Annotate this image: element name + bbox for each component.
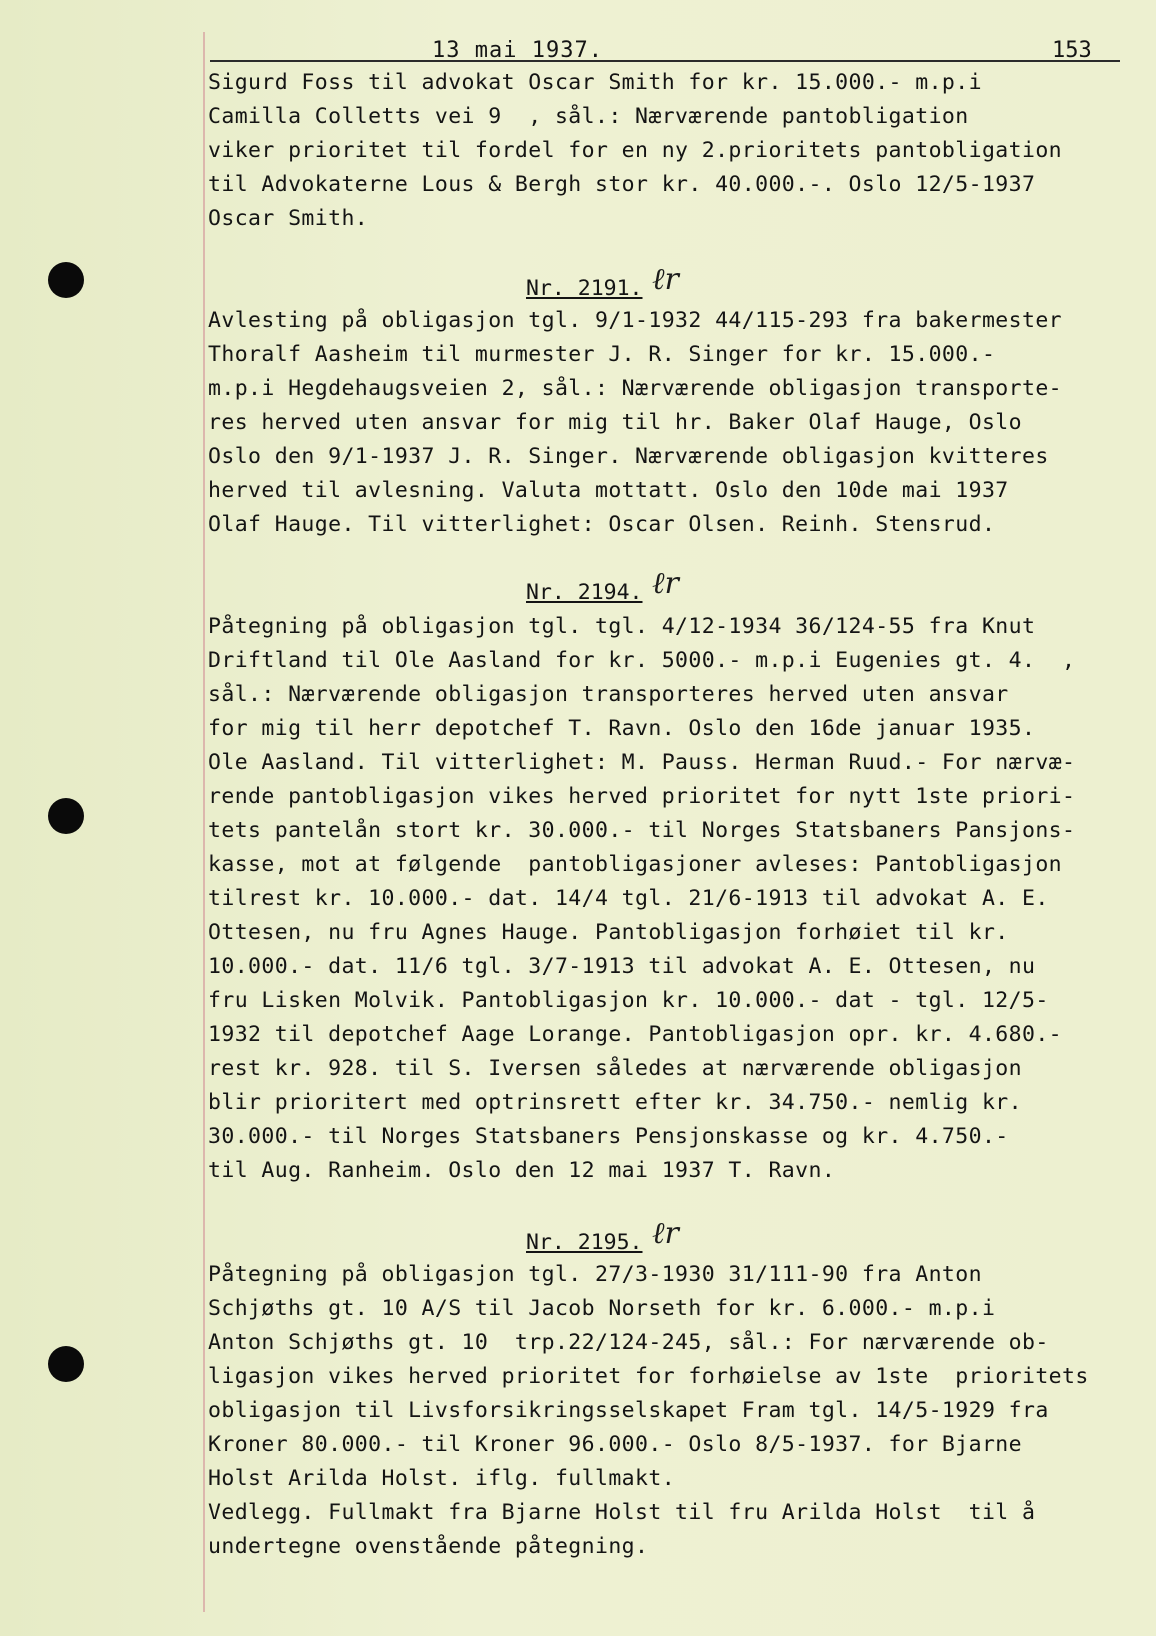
text-line: undertegne ovenstående påtegning. [208,1534,649,1559]
text-line: Oslo den 9/1-1937 J. R. Singer. Nærværende obligasjon kvitteres [208,444,1049,469]
text-line: 30.000.- til Norges Statsbaners Pensjonskasse og kr. 4.750.- [208,1124,1009,1149]
text-line: Påtegning på obligasjon tgl. 27/3-1930 31/111-90 fra Anton [208,1262,982,1287]
text-line: til Advokaterne Lous & Bergh stor kr. 40.000.-. Oslo 12/5-1937 [208,172,1036,197]
text-line: m.p.i Hegdehaugsveien 2, sål.: Nærværende obligasjon transporte- [208,376,1063,401]
text-line: for mig til herr depotchef T. Ravn. Oslo den 16de januar 1935. [208,716,1036,741]
text-line: til Aug. Ranheim. Oslo den 12 mai 1937 T. Ravn. [208,1158,836,1183]
text-line: tilrest kr. 10.000.- dat. 14/4 tgl. 21/6-1913 til advokat A. E. [208,886,1049,911]
page-date: 13 mai 1937. [432,38,603,63]
text-line: Camilla Colletts vei 9 , sål.: Nærværende pantobligation [208,104,969,129]
text-line: rest kr. 928. til S. Iversen således at nærværende obligasjon [208,1056,1022,1081]
initials-mark: ℓr [652,262,679,297]
text-line: obligasjon til Livsforsikringsselskapet Fram tgl. 14/5-1929 fra [208,1398,1049,1423]
text-line: Avlesting på obligasjon tgl. 9/1-1932 44/115-293 fra bakermester [208,308,1063,333]
text-line: Thoralf Aasheim til murmester J. R. Singer for kr. 15.000.- [208,342,996,367]
text-line: ligasjon vikes herved prioritet for forhøielse av 1ste prioritets [208,1364,1089,1389]
page-number: 153 [1052,38,1092,63]
text-line: Kroner 80.000.- til Kroner 96.000.- Oslo 8/5-1937. for Bjarne [208,1432,1022,1457]
text-line: Holst Arilda Holst. iflg. fullmakt. [208,1466,676,1491]
text-line: herved til avlesning. Valuta mottatt. Oslo den 10de mai 1937 [208,478,1009,503]
top-rule [210,60,1120,62]
text-line: kasse, mot at følgende pantobligasjoner avleses: Pantobligasjon [208,852,1063,877]
text-line: Schjøths gt. 10 A/S til Jacob Norseth for kr. 6.000.- m.p.i [208,1296,996,1321]
binder-hole-icon [48,1346,84,1382]
text-line: Ottesen, nu fru Agnes Hauge. Pantobligasjon forhøiet til kr. [208,920,1009,945]
text-line: Sigurd Foss til advokat Oscar Smith for kr. 15.000.- m.p.i [208,70,982,95]
text-line: 1932 til depotchef Aage Lorange. Pantobligasjon opr. kr. 4.680.- [208,1022,1063,1047]
margin-line [203,32,205,1612]
entry-number: Nr. 2195. [526,1230,643,1255]
text-line: Anton Schjøths gt. 10 trp.22/124-245, sål.: For nærværende ob- [208,1330,1049,1355]
initials-mark: ℓr [652,566,679,601]
binder-hole-icon [48,262,84,298]
binder-hole-icon [48,798,84,834]
text-line: Olaf Hauge. Til vitterlighet: Oscar Olsen. Reinh. Stensrud. [208,512,996,537]
text-line: sål.: Nærværende obligasjon transporteres herved uten ansvar [208,682,1009,707]
text-line: Ole Aasland. Til vitterlighet: M. Pauss. Herman Ruud.- For nærvæ- [208,750,1076,775]
text-line: Driftland til Ole Aasland for kr. 5000.- m.p.i Eugenies gt. 4. , [208,648,1076,673]
text-line: Påtegning på obligasjon tgl. tgl. 4/12-1934 36/124-55 fra Knut [208,614,1036,639]
text-line: blir prioritert med optrinsrett efter kr. 34.750.- nemlig kr. [208,1090,1022,1115]
text-line: tets pantelån stort kr. 30.000.- til Norges Statsbaners Pansjons- [208,818,1076,843]
text-line: 10.000.- dat. 11/6 tgl. 3/7-1913 til advokat A. E. Ottesen, nu [208,954,1036,979]
text-line: Vedlegg. Fullmakt fra Bjarne Holst til fru Arilda Holst til å [208,1500,1036,1525]
text-line: viker prioritet til fordel for en ny 2.prioritets pantobligation [208,138,1063,163]
initials-mark: ℓr [652,1216,679,1251]
text-line: res herved uten ansvar for mig til hr. Baker Olaf Hauge, Oslo [208,410,1022,435]
text-line: Oscar Smith. [208,206,369,231]
entry-number: Nr. 2191. [526,276,643,301]
text-line: rende pantobligasjon vikes herved prioritet for nytt 1ste priori- [208,784,1076,809]
entry-number: Nr. 2194. [526,580,643,605]
text-line: fru Lisken Molvik. Pantobligasjon kr. 10.000.- dat - tgl. 12/5- [208,988,1049,1013]
